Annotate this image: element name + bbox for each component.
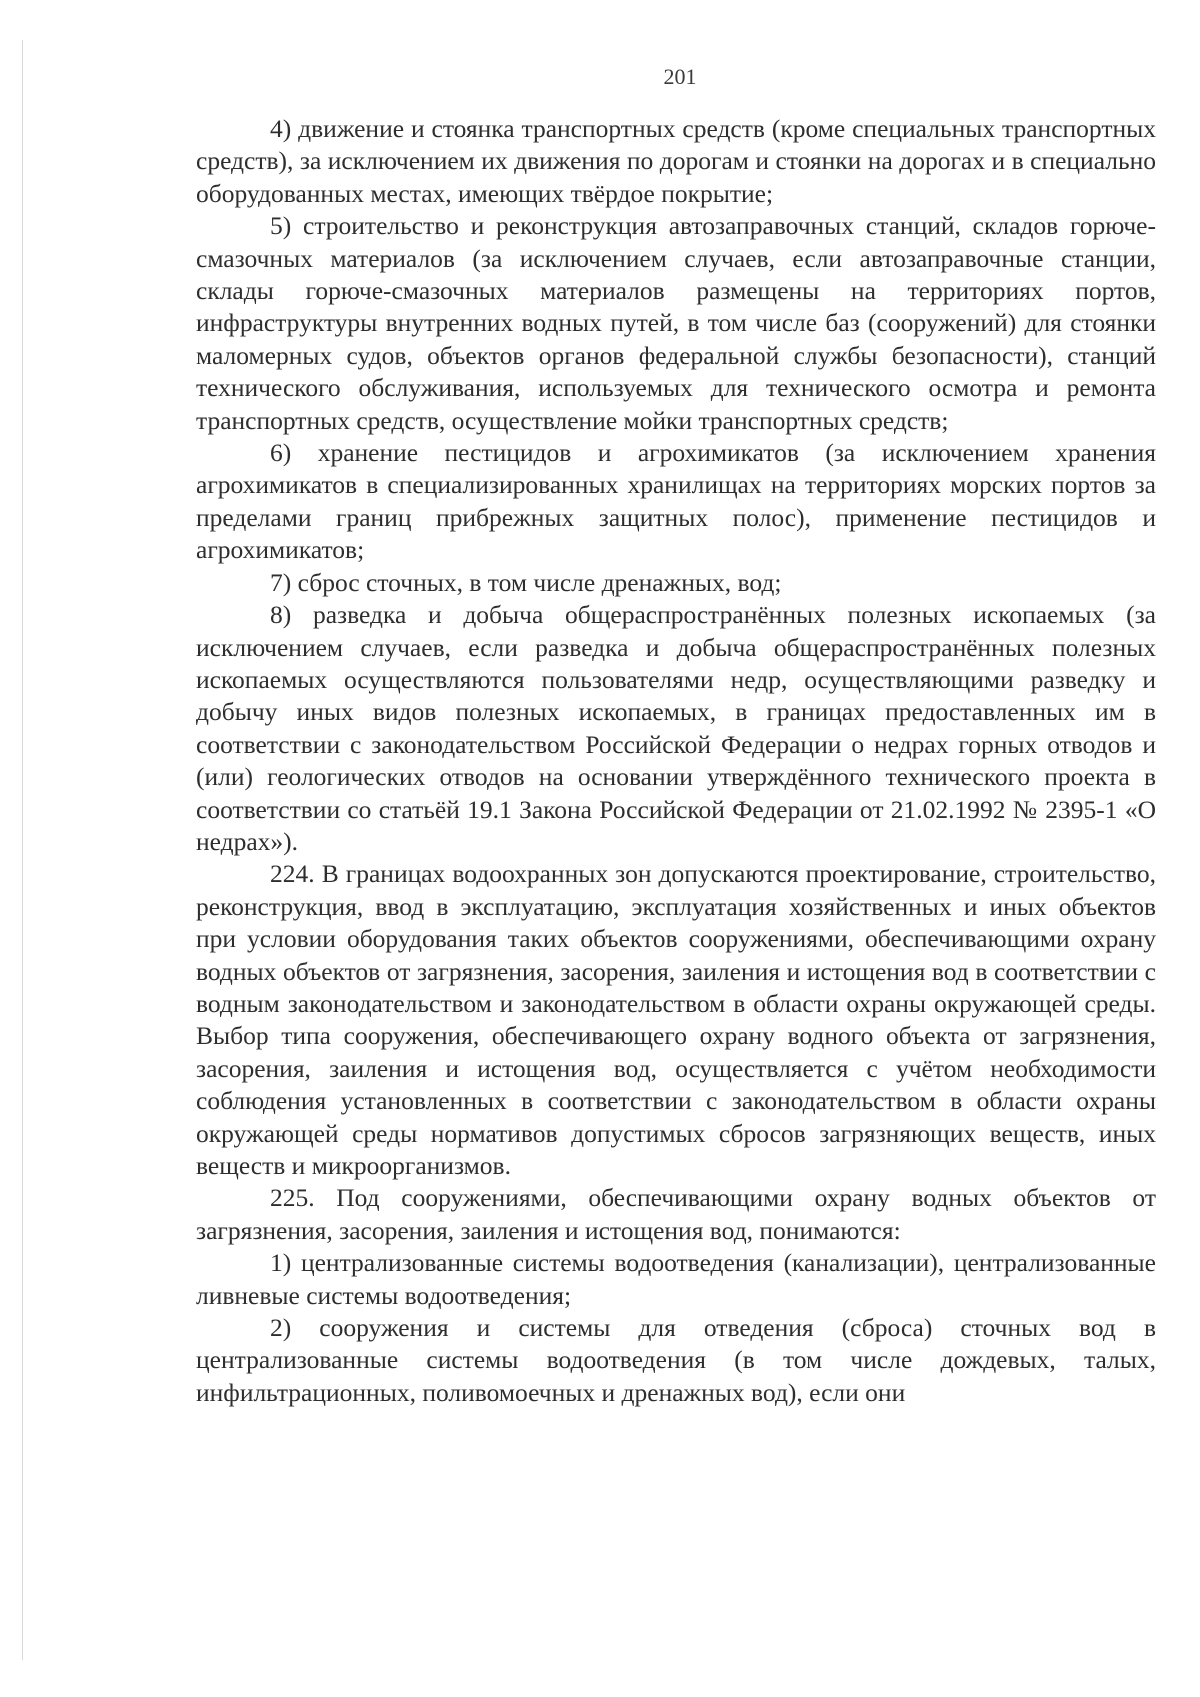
paragraph-item-5: 5) строительство и реконструкция автозаправочных станций, складов горюче-смазочных материалов (за исключением случаев, если автозаправочные станции, склады горюче-смазочных материалов размещены на территориях портов, инфраструктуры внутренних водных путей, в том числе баз (сооружений) для стоянки маломерных судов, объектов органов федеральной службы безопасности), станций технического обслуживания, используемых для технического осмотра и ремонта транспортных средств, осуществление мойки транспортных средств; — [196, 211, 1156, 435]
paragraph-item-1: 1) централизованные системы водоотведения (канализации), централизованные ливневые системы водоотведения; — [196, 1248, 1156, 1310]
paragraph-item-8: 8) разведка и добыча общераспространённых полезных ископаемых (за исключением случаев, если разведка и добыча общераспространённых полезных ископаемых осуществляются пользователями недр, осуществляющими разведку и добычу иных видов полезных ископаемых, в границах предоставленных им в соответствии с законодательством Российской Федерации о недрах горных отводов и (или) геологических отводов на основании утверждённого технического проекта в соответствии со статьёй 19.1 Закона Российской Федерации от 21.02.1992 № 2395-1 «О недрах»). — [196, 600, 1156, 856]
paragraph-item-7: 7) сброс сточных, в том числе дренажных, вод; — [270, 567, 782, 597]
document-body — [196, 113, 1156, 1409]
paragraph-clause-224: 224. В границах водоохранных зон допускаются проектирование, строительство, реконструкция, ввод в эксплуатацию, эксплуатация хозяйственных и иных объектов при условии оборудования таких объектов сооружениями, обеспечивающими охрану водных объектов от загрязнения, засорения, заиления и истощения вод в соответствии с водным законодательством и законодательством в области охраны окружающей среды. Выбор типа сооружения, обеспечивающего охрану водного объекта от загрязнения, засорения, заиления и истощения вод, осуществляется с учётом необходимости соблюдения установленных в соответствии с законодательством в области охраны окружающей среды нормативов допустимых сбросов загрязняющих веществ, иных веществ и микроорганизмов. — [196, 859, 1156, 1180]
paragraph-item-6: 6) хранение пестицидов и агрохимикатов (за исключением хранения агрохимикатов в специализированных хранилищах на территориях морских портов за пределами границ прибрежных защитных полос), применение пестицидов и агрохимикатов; — [196, 438, 1156, 565]
paragraph-item-2: 2) сооружения и системы для отведения (сброса) сточных вод в централизованные системы водоотведения (в том числе дождевых, талых, инфильтрационных, поливомоечных и дренажных вод), если они — [196, 1313, 1156, 1407]
page-number: 201 — [663, 64, 697, 89]
scan-edge-line — [22, 40, 23, 1660]
paragraph-clause-225: 225. Под сооружениями, обеспечивающими охрану водных объектов от загрязнения, засорения, заиления и истощения вод, понимаются: — [196, 1183, 1156, 1245]
paragraph-item-4: 4) движение и стоянка транспортных средств (кроме специальных транспортных средств), за исключением их движения по дорогам и стоянки на дорогах и в специально оборудованных местах, имеющих твёрдое покрытие; — [196, 114, 1156, 208]
